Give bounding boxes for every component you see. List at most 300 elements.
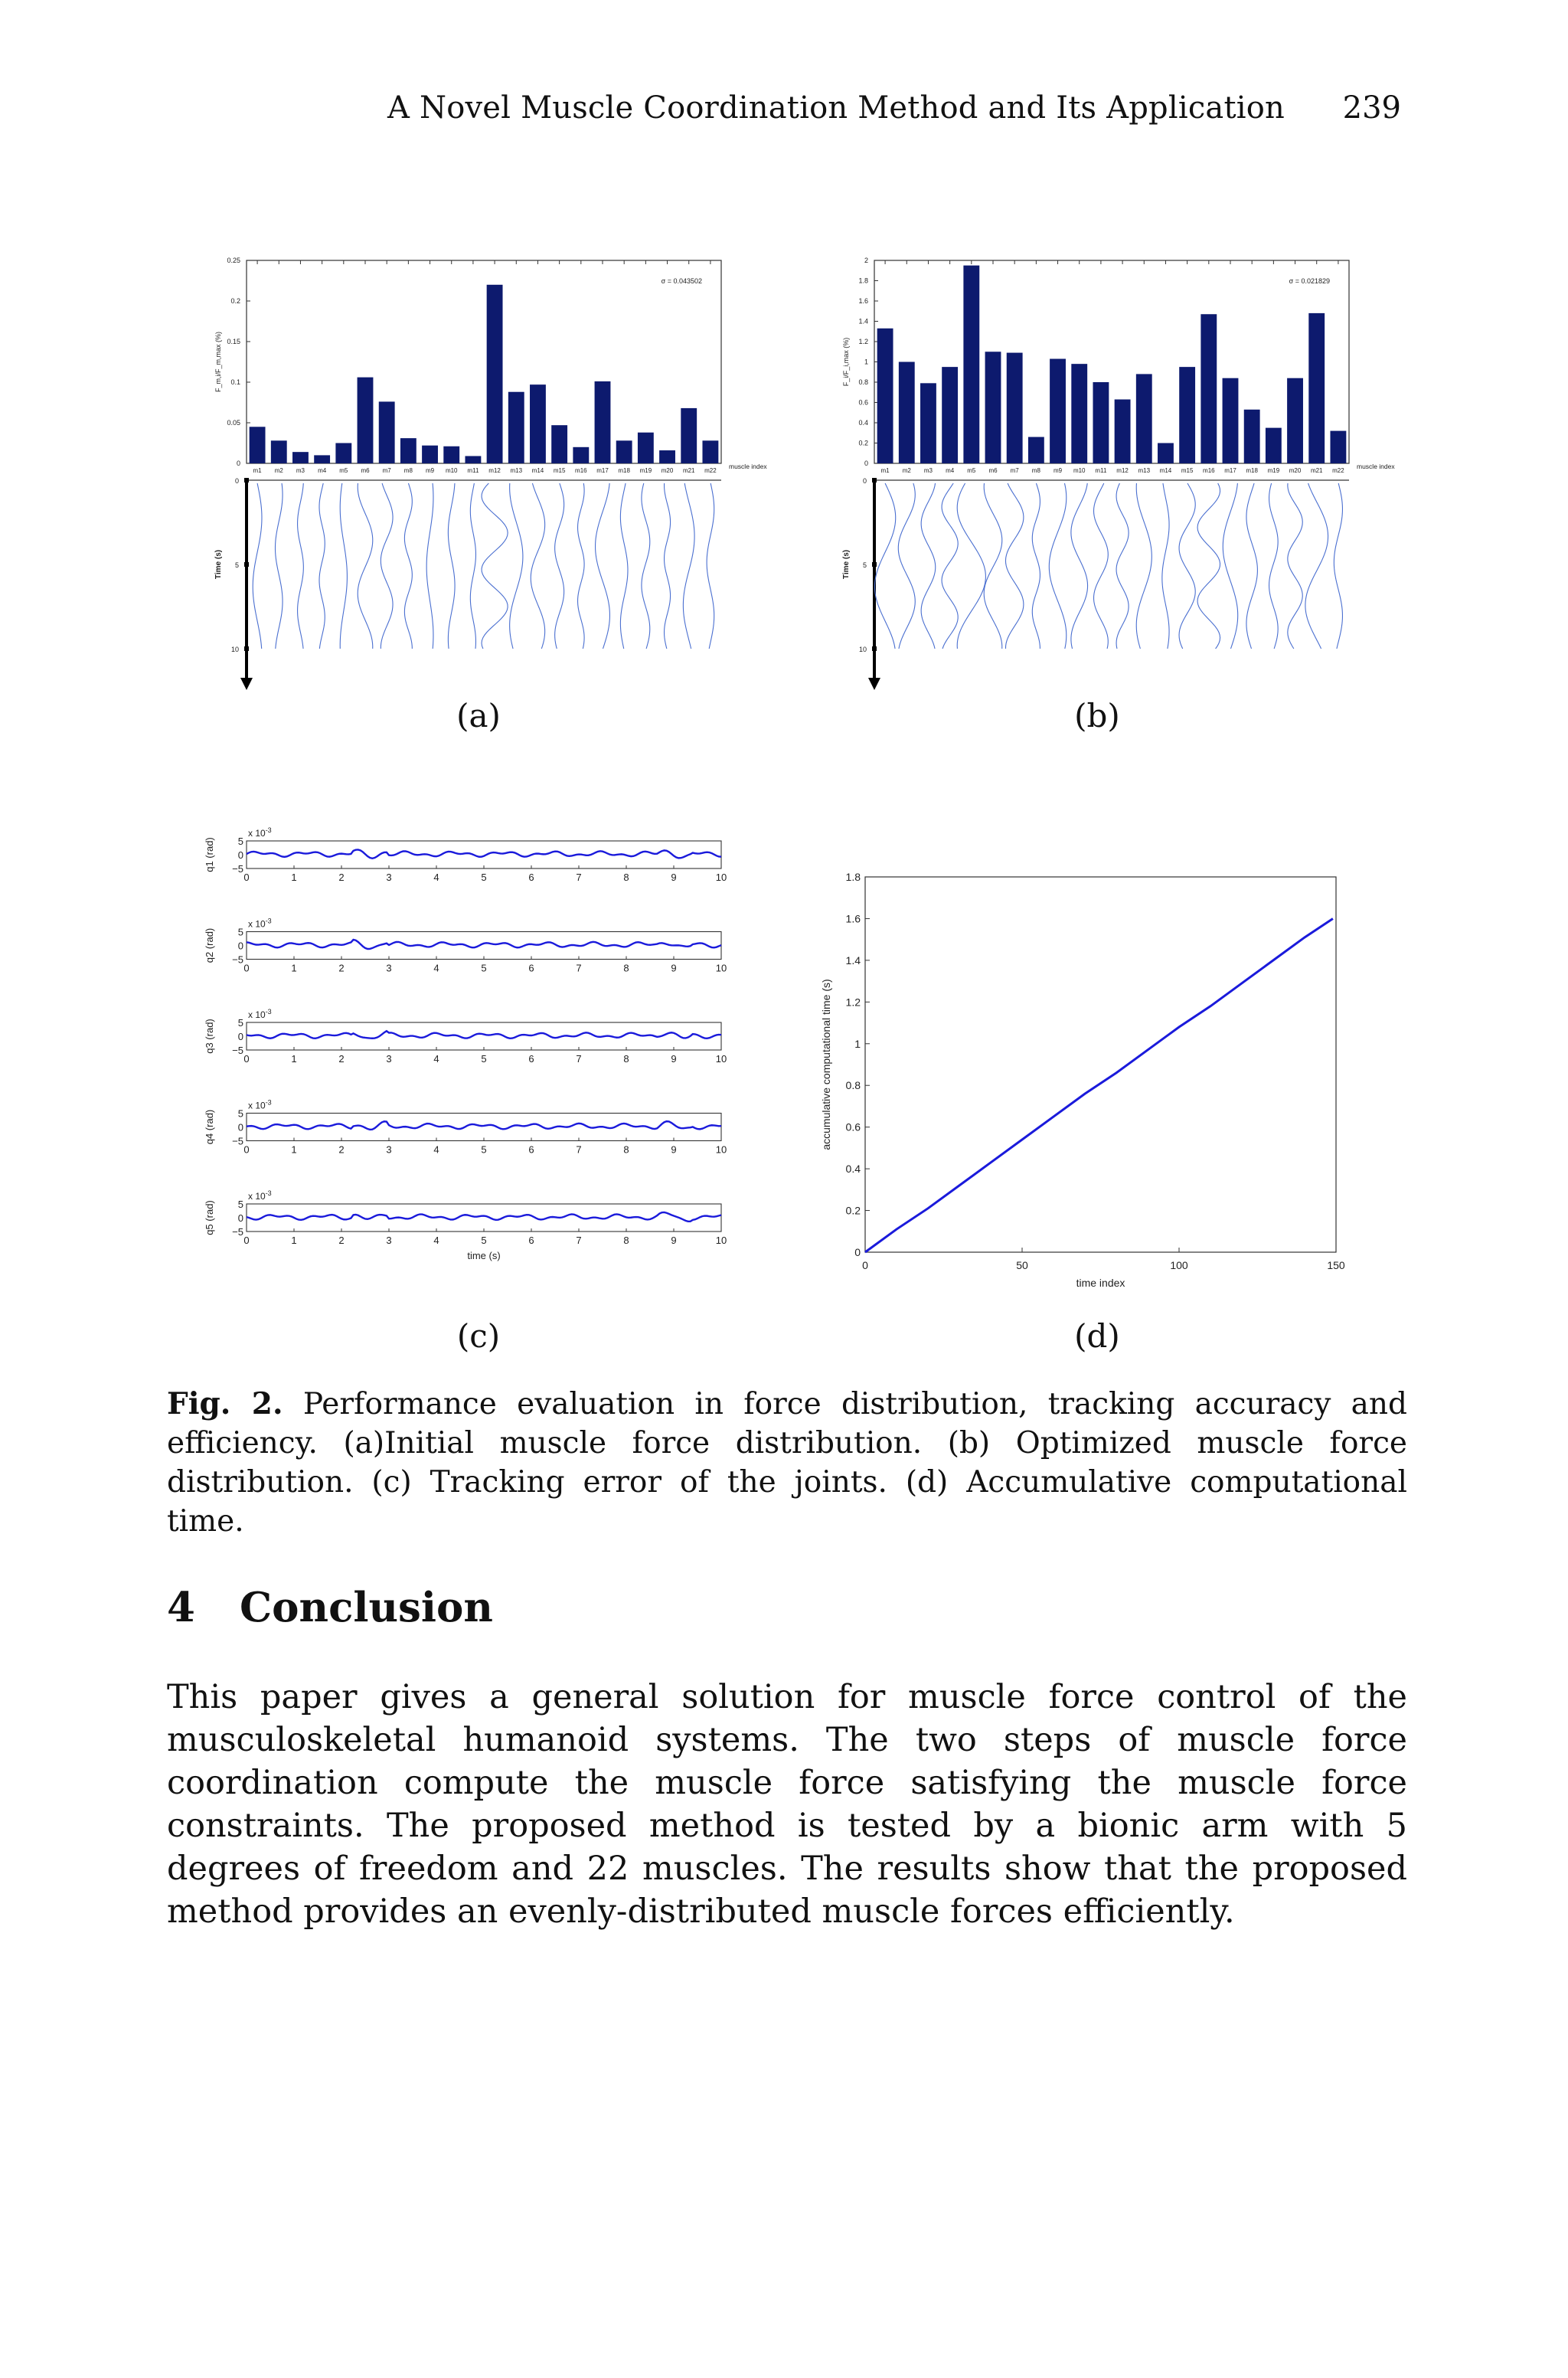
bar — [963, 266, 979, 463]
bar — [942, 367, 958, 463]
y-tick-label: 5 — [237, 1199, 243, 1210]
subplot-frame — [247, 841, 721, 868]
x-tick-label: m1 — [880, 467, 890, 474]
y-tick-label: 5 — [237, 1107, 243, 1120]
plot-frame — [865, 877, 1336, 1252]
muscle-trajectory — [482, 483, 508, 649]
bar — [1158, 443, 1174, 464]
x-tick-label: 0 — [862, 1259, 868, 1271]
muscle-trajectory — [984, 483, 1002, 649]
x-tick-label: m12 — [488, 467, 501, 474]
x-tick-label: 4 — [433, 1235, 439, 1246]
muscle-trajectory — [596, 483, 610, 649]
x-tick-label: m13 — [510, 467, 523, 474]
muscle-trajectory — [381, 483, 393, 649]
x-tick-label: 50 — [1016, 1259, 1028, 1271]
x-tick-label: 1 — [291, 1143, 297, 1156]
muscle-trajectory — [404, 483, 412, 649]
x-tick-label: 5 — [481, 1235, 487, 1246]
x-tick-label: 6 — [528, 962, 534, 974]
subfigure-label-b: (b) — [1074, 697, 1120, 734]
x-tick-label: 4 — [433, 962, 439, 974]
muscle-trajectory — [1136, 483, 1152, 649]
tracking-error-line — [247, 1121, 721, 1130]
y-axis-label: F_i/F_i,max (%) — [842, 337, 850, 387]
bar — [508, 392, 524, 463]
scale-label: x $10^{-3}$ — [248, 826, 272, 839]
x-tick-label: 5 — [481, 1143, 487, 1156]
y-tick-label: 0 — [864, 460, 868, 467]
x-tick-label: m19 — [1267, 467, 1280, 474]
y-tick-label: 0 — [236, 460, 240, 467]
x-tick-label: m22 — [704, 467, 717, 474]
bar — [250, 427, 266, 463]
muscle-trajectory — [921, 483, 936, 649]
tracking-error-line — [247, 1212, 721, 1222]
time-tick-label: 0 — [234, 477, 239, 485]
x-tick-label: m16 — [1203, 467, 1215, 474]
time-tick-label: 10 — [230, 646, 239, 653]
x-tick-label: 4 — [433, 1143, 439, 1156]
y-tick-label: 0.2 — [230, 297, 240, 305]
section-title: Conclusion — [240, 1584, 493, 1631]
y-tick-label: 5 — [237, 836, 243, 847]
x-tick-label: m1 — [253, 467, 262, 474]
time-tick — [244, 646, 249, 651]
bar — [659, 450, 675, 463]
x-tick-label: 4 — [433, 1053, 439, 1065]
muscle-trajectory — [1334, 483, 1342, 649]
scale-label: x $10^{-3}$ — [248, 917, 272, 930]
y-tick-label: 0.05 — [227, 419, 240, 427]
x-tick-label: 5 — [481, 872, 487, 883]
x-tick-label: m7 — [1010, 467, 1019, 474]
y-tick-label: 0.4 — [845, 1163, 861, 1176]
subfigure-label-c: (c) — [456, 1317, 501, 1355]
muscle-trajectory — [340, 483, 347, 649]
bar — [1287, 378, 1303, 463]
y-tick-label: 0.6 — [858, 398, 868, 407]
bar — [899, 362, 915, 464]
bar — [1330, 431, 1346, 463]
bar — [1093, 382, 1109, 463]
muscle-trajectory — [298, 483, 304, 649]
x-tick-label: 10 — [715, 1235, 727, 1246]
y-tick-label: 1.4 — [845, 953, 861, 967]
time-tick-label: 0 — [862, 477, 867, 485]
muscle-trajectory — [531, 483, 544, 649]
muscle-trajectory — [1162, 483, 1169, 649]
x-tick-label: m21 — [1310, 467, 1323, 474]
scale-exponent: -3 — [265, 1008, 272, 1016]
x-tick-label: 0 — [243, 1143, 250, 1156]
chart-a — [199, 245, 789, 697]
x-tick-label: 8 — [623, 1235, 629, 1246]
x-tick-label: 100 — [1170, 1259, 1188, 1271]
x-tick-label: m10 — [1073, 467, 1086, 474]
time-axis-label: Time (s) — [842, 549, 851, 580]
muscle-trajectory — [1269, 483, 1279, 649]
conclusion-paragraph: This paper gives a general solution for muscle force control of the musculoskeletal humanoid systems. The two steps of muscle force coordination compute the muscle force satisfying the muscle force constraints. The proposed method is tested by a bionic arm with 5 degrees of freedom and 22 muscles. The results show that the proposed method provides an evenly-distributed muscle forces efficiently. — [167, 1678, 1407, 1931]
x-tick-label: 2 — [338, 1053, 345, 1065]
bar — [638, 433, 654, 463]
muscle-trajectory — [1005, 483, 1023, 649]
x-tick-label: 9 — [671, 962, 677, 974]
caption-text: Performance evaluation in force distribution, tracking accuracy and efficiency. (a)Initial muscle force distribution. (b) Optimized muscle force distribution. (c) Tracking error of the joints. (d) Accumulative computational time. — [167, 1387, 1407, 1539]
x-tick-label: m18 — [1246, 467, 1258, 474]
x-tick-label: 2 — [338, 1235, 345, 1246]
y-axis-label: F_m,i/F_m,max (%) — [214, 331, 222, 393]
muscle-trajectory — [898, 483, 915, 649]
x-tick-label: m2 — [274, 467, 283, 474]
muscle-trajectory — [1116, 483, 1129, 649]
muscle-trajectory — [276, 483, 283, 649]
scale-exponent: -3 — [265, 826, 272, 834]
x-tick-label: 0 — [243, 1235, 250, 1246]
subfigure-label-a: (a) — [456, 697, 501, 734]
x-tick-label: 6 — [528, 1053, 534, 1065]
bar — [1223, 378, 1239, 463]
x-tick-label: m3 — [296, 467, 305, 474]
x-tick-label: 150 — [1327, 1259, 1345, 1271]
bar — [1028, 437, 1044, 463]
x-tick-label: 10 — [715, 962, 727, 974]
muscle-trajectory — [957, 483, 985, 649]
x-tick-label: 8 — [623, 1143, 629, 1156]
muscle-trajectory — [253, 483, 262, 649]
y-tick-label: 1.6 — [858, 297, 868, 305]
scale-label: x $10^{-3}$ — [248, 1098, 272, 1111]
muscle-trajectory — [874, 483, 895, 649]
muscle-trajectory — [1223, 483, 1237, 649]
x-tick-label: 6 — [528, 1235, 534, 1246]
page-number: 239 — [1342, 90, 1401, 126]
y-tick-label: 0 — [237, 1031, 243, 1042]
x-tick-label: m20 — [1289, 467, 1302, 474]
bar — [616, 440, 632, 463]
bar — [1244, 410, 1260, 463]
muscle-trajectory — [665, 483, 671, 649]
sigma-annotation: σ = 0.021829 — [1289, 277, 1330, 285]
x-tick-label: m15 — [553, 467, 566, 474]
y-tick-label: −5 — [232, 1135, 243, 1147]
bar — [443, 446, 459, 463]
x-tick-label: m20 — [661, 467, 674, 474]
time-tick-label: 10 — [858, 646, 867, 653]
muscle-trajectory — [1288, 483, 1302, 649]
y-tick-label: 1.2 — [858, 338, 868, 345]
x-axis-label: time index — [1076, 1277, 1125, 1289]
bar — [1200, 314, 1217, 463]
x-tick-label: m16 — [575, 467, 587, 474]
y-tick-label: 1.8 — [858, 276, 868, 285]
scale-label: x $10^{-3}$ — [248, 1189, 272, 1202]
x-tick-label: m18 — [618, 467, 630, 474]
x-tick-label: 1 — [291, 872, 297, 883]
x-tick-label: m3 — [923, 467, 933, 474]
x-tick-label: m4 — [946, 467, 955, 474]
y-tick-label: 0.6 — [845, 1120, 861, 1133]
y-tick-label: 0 — [237, 1212, 243, 1224]
time-tick — [244, 478, 249, 482]
bar — [335, 443, 351, 464]
x-tick-label: m14 — [1159, 467, 1172, 474]
time-axis-label: Time (s) — [214, 549, 223, 580]
muscle-trajectory — [1071, 483, 1088, 649]
x-tick-label: 9 — [671, 1053, 677, 1065]
bar — [1266, 428, 1282, 463]
muscle-trajectory — [555, 483, 564, 649]
muscle-trajectory — [1049, 483, 1066, 649]
time-tick — [872, 646, 877, 651]
x-tick-label: m9 — [1053, 467, 1063, 474]
x-tick-label: 5 — [481, 962, 487, 974]
x-tick-label: 7 — [576, 1143, 582, 1156]
x-tick-label: 2 — [338, 962, 345, 974]
x-tick-label: 1 — [291, 1053, 297, 1065]
x-tick-label: m8 — [403, 467, 413, 474]
x-tick-label: 9 — [671, 872, 677, 883]
bar — [292, 452, 309, 463]
x-tick-label: m14 — [531, 467, 544, 474]
bar — [1115, 400, 1131, 463]
muscle-trajectory — [1032, 483, 1040, 649]
x-tick-label: m8 — [1031, 467, 1040, 474]
x-tick-label: 8 — [623, 1053, 629, 1065]
x-tick-label: m12 — [1116, 467, 1129, 474]
muscle-trajectory — [470, 483, 475, 649]
muscle-trajectory — [448, 483, 455, 649]
y-tick-label: 1 — [854, 1037, 861, 1050]
bar — [465, 456, 481, 463]
x-tick-label: 3 — [386, 1053, 392, 1065]
x-tick-label: 10 — [715, 1053, 727, 1065]
x-tick-label: m21 — [682, 467, 695, 474]
y-tick-label: 0.2 — [845, 1204, 861, 1217]
x-tick-label: 1 — [291, 962, 297, 974]
y-tick-label: 0.25 — [227, 257, 240, 264]
x-tick-label: m4 — [318, 467, 327, 474]
y-tick-label: 1 — [864, 358, 868, 366]
caption-label: Fig. 2. — [167, 1386, 283, 1421]
section-number: 4 — [167, 1584, 195, 1631]
y-tick-label: 0.2 — [858, 439, 868, 447]
bar — [877, 329, 893, 463]
bar — [985, 352, 1001, 463]
x-tick-label: 7 — [576, 962, 582, 974]
muscle-trajectory — [426, 483, 433, 649]
y-tick-label: −5 — [232, 1045, 243, 1056]
bar — [920, 383, 936, 463]
muscle-trajectory — [620, 483, 628, 649]
y-tick-label: −5 — [232, 1226, 243, 1238]
x-tick-label: 6 — [528, 1143, 534, 1156]
y-tick-label: 5 — [237, 1017, 243, 1029]
bar — [1050, 359, 1066, 463]
x-tick-label: 8 — [623, 872, 629, 883]
bar — [1071, 364, 1087, 463]
cumulative-time-line — [865, 918, 1333, 1252]
x-tick-label: m2 — [902, 467, 911, 474]
muscle-trajectory — [1094, 483, 1109, 649]
x-tick-label: 4 — [433, 872, 439, 883]
scale-exponent: -3 — [265, 917, 272, 925]
muscle-trajectory — [1246, 483, 1257, 649]
x-tick-label: 3 — [386, 962, 392, 974]
x-tick-label: 6 — [528, 872, 534, 883]
time-tick — [872, 562, 877, 567]
bar — [358, 378, 374, 463]
y-axis-label: accumulative computational time (s) — [820, 979, 832, 1150]
header-title: A Novel Muscle Coordination Method and Its Application — [387, 90, 1285, 126]
time-tick — [872, 478, 877, 482]
bar — [595, 381, 611, 463]
y-tick-label: 0.8 — [845, 1079, 861, 1092]
bar — [400, 438, 416, 463]
sigma-annotation: σ = 0.043502 — [661, 277, 702, 285]
bar — [271, 440, 287, 463]
x-tick-label: m5 — [967, 467, 976, 474]
x-tick-label: m6 — [988, 467, 998, 474]
x-tick-label: 7 — [576, 1053, 582, 1065]
x-tick-label: 0 — [243, 1053, 250, 1065]
y-tick-label: 0 — [237, 1121, 243, 1133]
y-tick-label: 0.8 — [858, 378, 868, 386]
y-tick-label: 1.8 — [845, 871, 861, 883]
x-tick-label: 7 — [576, 872, 582, 883]
x-axis-label: time (s) — [467, 1250, 501, 1261]
muscle-trajectory — [1305, 483, 1328, 649]
x-tick-label: 0 — [243, 872, 250, 883]
x-tick-label: m9 — [425, 467, 435, 474]
bar — [681, 408, 697, 463]
chart-c — [191, 804, 743, 1264]
bar — [530, 384, 546, 463]
x-tick-label: 3 — [386, 872, 392, 883]
x-tick-label: 2 — [338, 872, 345, 883]
x-axis-label: muscle index — [729, 463, 767, 470]
x-tick-label: 9 — [671, 1143, 677, 1156]
y-axis-label: q4 (rad) — [204, 1109, 215, 1145]
x-tick-label: 2 — [338, 1143, 345, 1156]
x-tick-label: m19 — [639, 467, 652, 474]
x-tick-label: 5 — [481, 1053, 487, 1065]
y-tick-label: 1.6 — [845, 912, 861, 925]
x-tick-label: 3 — [386, 1235, 392, 1246]
running-header — [0, 90, 1568, 136]
y-tick-label: 0 — [237, 849, 243, 861]
x-tick-label: m5 — [339, 467, 348, 474]
muscle-trajectory — [707, 483, 714, 649]
y-tick-label: 0 — [237, 940, 243, 952]
bar — [1179, 367, 1195, 463]
y-axis-label: q1 (rad) — [204, 837, 215, 872]
muscle-trajectory — [578, 483, 585, 649]
x-tick-label: 10 — [715, 1143, 727, 1156]
x-tick-label: m13 — [1138, 467, 1151, 474]
y-tick-label: −5 — [232, 953, 243, 966]
y-axis-label: q5 (rad) — [204, 1200, 215, 1235]
bar — [1007, 353, 1023, 463]
muscle-trajectory — [319, 483, 325, 649]
x-tick-label: m7 — [382, 467, 391, 474]
y-tick-label: 0.1 — [230, 378, 240, 386]
x-tick-label: 10 — [715, 872, 727, 883]
x-tick-label: m11 — [467, 467, 479, 474]
subplot-frame — [247, 1022, 721, 1050]
x-tick-label: 0 — [243, 962, 250, 974]
subfigure-label-d: (d) — [1074, 1317, 1120, 1355]
time-tick-label: 5 — [234, 561, 239, 569]
y-axis-label: q2 (rad) — [204, 927, 215, 963]
x-tick-label: m15 — [1181, 467, 1194, 474]
muscle-trajectory — [1197, 483, 1220, 649]
subplot-frame — [247, 1204, 721, 1232]
x-tick-label: m6 — [361, 467, 370, 474]
x-tick-label: 7 — [576, 1235, 582, 1246]
bar — [573, 447, 589, 463]
x-tick-label: 8 — [623, 962, 629, 974]
muscle-trajectory — [510, 483, 523, 649]
tracking-error-line — [247, 940, 721, 949]
scale-label: x $10^{-3}$ — [248, 1008, 272, 1020]
bar — [379, 401, 395, 463]
time-tick-label: 5 — [862, 561, 867, 569]
time-arrow-head — [868, 678, 880, 690]
time-arrow-head — [240, 678, 253, 690]
x-axis-label: muscle index — [1357, 463, 1395, 470]
x-tick-label: 3 — [386, 1143, 392, 1156]
scale-exponent: -3 — [265, 1098, 272, 1107]
y-tick-label: 1.2 — [845, 996, 861, 1009]
y-axis-label: q3 (rad) — [204, 1019, 215, 1054]
x-tick-label: m10 — [445, 467, 458, 474]
x-tick-label: m22 — [1332, 467, 1344, 474]
y-tick-label: 0 — [854, 1246, 861, 1258]
y-tick-label: 5 — [237, 926, 243, 938]
scale-exponent: -3 — [265, 1189, 272, 1197]
y-tick-label: 0.4 — [858, 419, 868, 427]
muscle-trajectory — [642, 483, 650, 649]
bar — [422, 446, 438, 463]
bar — [1308, 313, 1325, 463]
muscle-trajectory — [683, 483, 694, 649]
muscle-trajectory — [942, 483, 958, 649]
chart-d — [812, 865, 1363, 1294]
muscle-trajectory — [358, 483, 373, 649]
y-tick-label: 1.4 — [858, 317, 868, 325]
tracking-error-line — [247, 1031, 721, 1039]
muscle-trajectory — [1179, 483, 1195, 649]
bar — [487, 285, 503, 463]
bar — [551, 425, 567, 463]
y-tick-label: 0.15 — [227, 338, 240, 345]
bar — [702, 440, 718, 463]
bar — [1136, 374, 1152, 463]
x-tick-label: m17 — [1224, 467, 1236, 474]
tracking-error-line — [247, 849, 721, 858]
chart-b — [827, 245, 1416, 697]
x-tick-label: 1 — [291, 1235, 297, 1246]
section-heading — [167, 1584, 493, 1631]
time-tick — [244, 562, 249, 567]
y-tick-label: 2 — [864, 257, 868, 264]
x-tick-label: m11 — [1095, 467, 1107, 474]
bar — [314, 455, 330, 463]
figure-caption — [167, 1385, 1407, 1541]
x-tick-label: m17 — [596, 467, 609, 474]
y-tick-label: −5 — [232, 863, 243, 875]
